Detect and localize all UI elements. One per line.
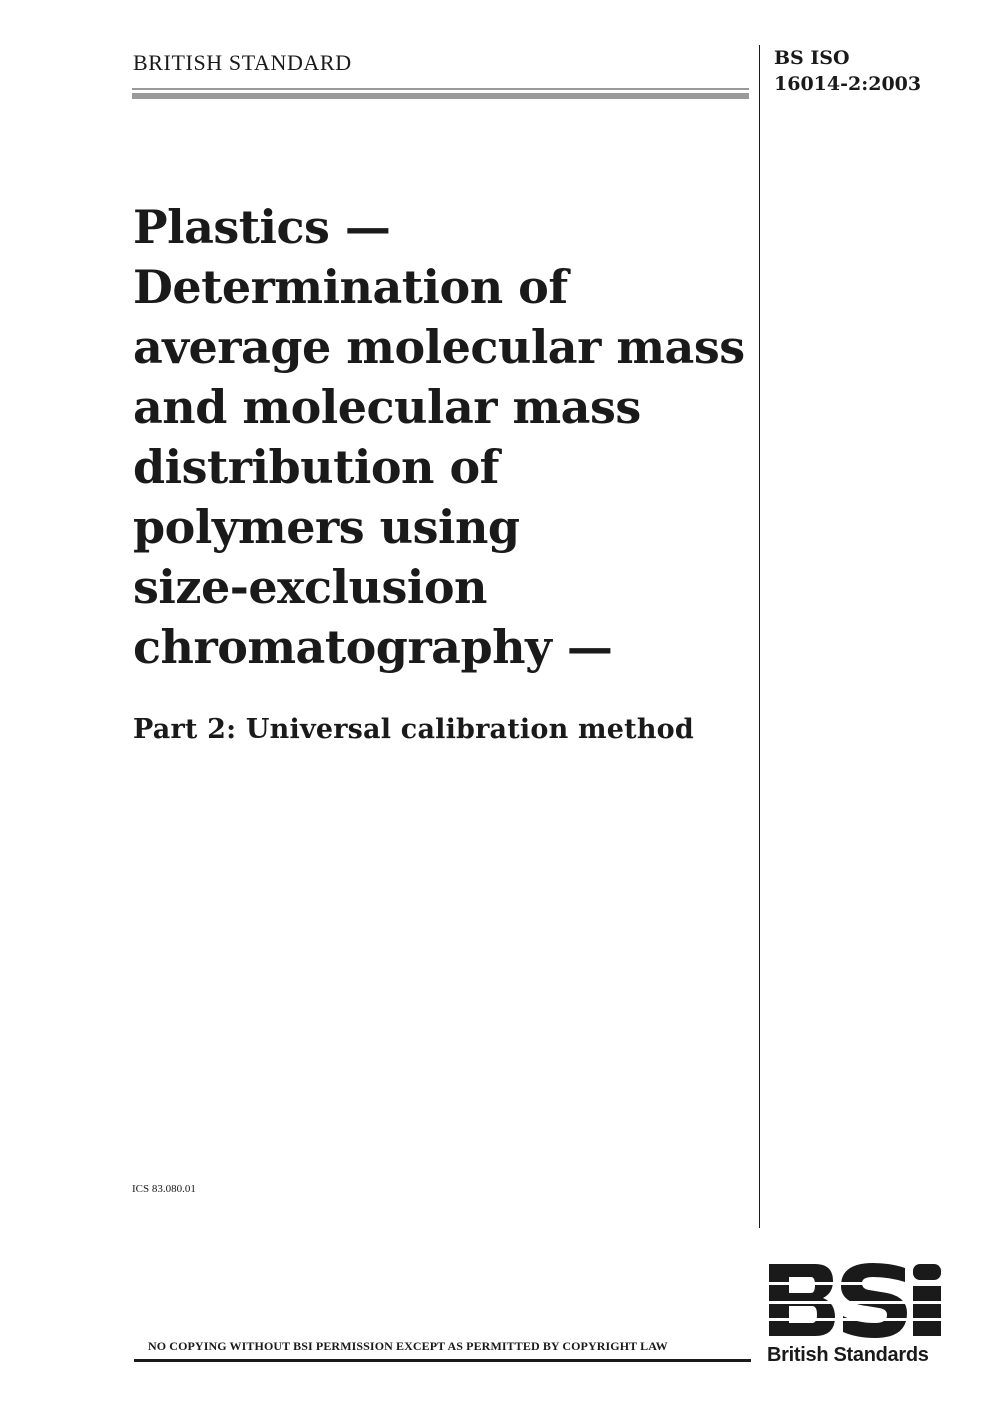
- bsi-logo-mark: [765, 1260, 945, 1340]
- title-line: size-exclusion: [133, 560, 487, 614]
- title-line: average molecular mass: [133, 320, 745, 374]
- header-rule-thin: [132, 88, 749, 90]
- document-number: [774, 45, 921, 97]
- bsi-logo: [765, 1260, 950, 1370]
- title-line: Plastics —: [133, 200, 391, 254]
- footer-rule: [134, 1359, 751, 1362]
- document-number-line-1: BS ISO: [774, 47, 850, 69]
- copyright-notice: NO COPYING WITHOUT BSI PERMISSION EXCEPT AS PERMITTED BY COPYRIGHT LAW: [148, 1339, 668, 1353]
- document-number-line-2: 16014-2:2003: [774, 73, 922, 95]
- title-line: chromatography —: [133, 620, 613, 674]
- title-line: and molecular mass: [133, 380, 641, 434]
- document-title: [133, 197, 753, 677]
- title-line: polymers using: [133, 500, 520, 554]
- title-line: distribution of: [133, 440, 499, 494]
- title-line: Determination of: [133, 260, 568, 314]
- vertical-divider: [759, 45, 760, 1228]
- series-label: BRITISH STANDARD: [133, 50, 352, 75]
- bsi-logo-caption: British Standards: [767, 1344, 929, 1366]
- header-rule-thick: [132, 93, 749, 99]
- ics-code: ICS 83.080.01: [132, 1183, 196, 1195]
- part-subtitle: Part 2: Universal calibration method: [133, 714, 694, 745]
